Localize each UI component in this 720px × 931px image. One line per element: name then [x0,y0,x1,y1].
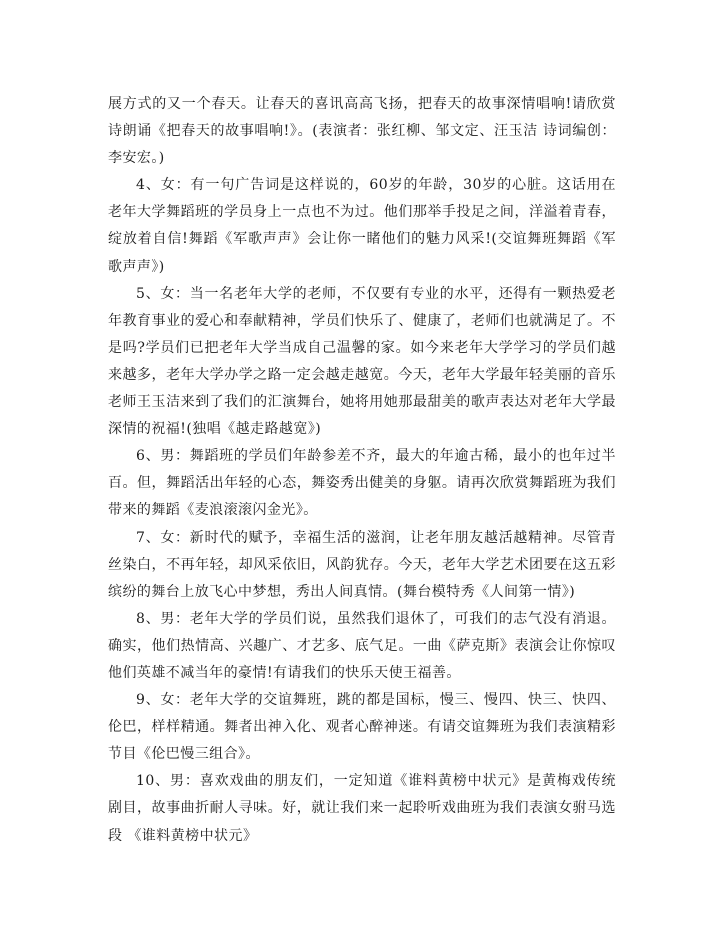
paragraph-item-7: 7、女：新时代的赋予，幸福生活的滋润，让老年朋友越活越精神。尽管青丝染白，不再年轻，却风采依旧，风韵犹存。今天，老年大学艺术团要在这五彩缤纷的舞台上放飞心中梦想，秀出人间真情。(舞台模特秀《人间第一情》) [108,529,616,600]
paragraph-item-6: 6、男：舞蹈班的学员们年龄参差不齐，最大的年逾古稀，最小的也年过半百。但，舞蹈活出年轻的心态，舞姿秀出健美的身躯。请再次欣赏舞蹈班为我们带来的舞蹈《麦浪滚滚闪金光》。 [108,448,616,519]
paragraph-item-5: 5、女：当一名老年大学的老师，不仅要有专业的水平，还得有一颗热爱老年教育事业的爱心和奉献精神，学员们快乐了、健康了，老师们也就满足了。不是吗?学员们已把老年大学当成自己温馨的家。如今来老年大学学习的学员们越来越多，老年大学办学之路一定会越走越宽。今天，老年大学最年轻美丽的音乐老师王玉洁来到了我们的汇演舞台，她将用她那最甜美的歌声表达对老年大学最深情的祝福!(独唱《越走路越宽》) [108,285,616,438]
paragraph-item-10: 10、男：喜欢戏曲的朋友们，一定知道《谁料黄榜中状元》是黄梅戏传统剧目，故事曲折耐人寻味。好，就让我们来一起聆听戏曲班为我们表演女驸马选段 《谁料黄榜中状元》 [108,773,616,844]
paragraph-item-8: 8、男：老年大学的学员们说，虽然我们退休了，可我们的志气没有消退。确实，他们热情高、兴趣广、才艺多、底气足。一曲《萨克斯》表演会让你惊叹他们英雄不减当年的豪情!有请我们的快乐天使王福善。 [108,610,616,681]
paragraph-item-4: 4、女：有一句广告词是这样说的，60岁的年龄，30岁的心脏。这话用在老年大学舞蹈班的学员身上一点也不为过。他们那举手投足之间，洋溢着青春，绽放着自信!舞蹈《军歌声声》会让你一睹他们的魅力风采!(交谊舞班舞蹈《军歌声声》) [108,177,616,275]
paragraph-continuation: 展方式的又一个春天。让春天的喜讯高高飞扬，把春天的故事深情唱响!请欣赏诗朗诵《把春天的故事唱响!》。(表演者：张红柳、邹文定、汪玉洁 诗词编创：李安宏。) [108,96,616,167]
paragraph-item-9: 9、女：老年大学的交谊舞班，跳的都是国标，慢三、慢四、快三、快四、伦巴，样样精通。舞者出神入化、观者心醉神迷。有请交谊舞班为我们表演精彩节目《伦巴慢三组合》。 [108,692,616,763]
document-body [108,91,616,850]
